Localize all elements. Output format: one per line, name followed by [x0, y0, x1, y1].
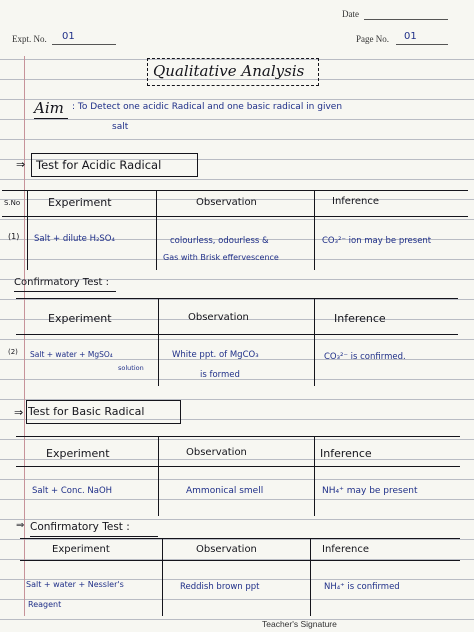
- basic-confirmatory-underline: [30, 536, 158, 537]
- acidic-table-header-bottom: [2, 216, 468, 217]
- basic-conf-header-bottom: [20, 560, 460, 561]
- basic-confirmatory-heading: Confirmatory Test :: [30, 521, 130, 533]
- basic-row-observation: Ammonical smell: [186, 486, 264, 496]
- acidic-conf-row-inference: CO₃²⁻ is confirmed.: [324, 352, 406, 362]
- arrow-icon-3: ⇒: [16, 520, 25, 531]
- basic-conf-header-experiment: Experiment: [52, 544, 110, 555]
- acidic-table-col3: [314, 190, 315, 270]
- acidic-confirmatory-heading: Confirmatory Test :: [14, 277, 110, 288]
- acidic-row-no: (1): [8, 232, 20, 241]
- basic-conf-row-inference: NH₄⁺ is confirmed: [324, 582, 400, 592]
- arrow-icon: ⇒: [16, 158, 26, 171]
- basic-table-top: [16, 436, 460, 437]
- basic-table-header-bottom: [16, 466, 460, 467]
- basic-header-observation: Observation: [186, 447, 247, 458]
- basic-conf-header-inference: Inference: [322, 544, 369, 555]
- acidic-row-experiment: Salt + dilute H₂SO₄: [34, 234, 115, 244]
- acidic-conf-row-observation-line2: is formed: [200, 370, 240, 380]
- acidic-conf-row-no: (2): [8, 348, 18, 356]
- arrow-icon-2: ⇒: [14, 406, 24, 419]
- basic-header-inference: Inference: [320, 447, 372, 460]
- expt-no-blank: [52, 44, 116, 45]
- basic-conf-header-observation: Observation: [196, 544, 257, 555]
- acidic-heading: Test for Acidic Radical: [36, 158, 162, 172]
- basic-conf-row-experiment-line1: Salt + water + Nessler's: [26, 580, 124, 589]
- acidic-conf-header-inference: Inference: [334, 312, 386, 325]
- acidic-header-inference: Inference: [332, 196, 379, 207]
- acidic-table-col1: [27, 190, 28, 270]
- expt-no-value: 01: [62, 31, 75, 42]
- acidic-conf-col3: [314, 298, 315, 386]
- acidic-conf-header-experiment: Experiment: [48, 312, 112, 325]
- basic-conf-row-experiment-line2: Reagent: [28, 600, 62, 609]
- acidic-header-experiment: Experiment: [48, 196, 112, 209]
- teacher-signature-label: Teacher's Signature: [262, 619, 337, 629]
- basic-conf-table-top: [20, 538, 460, 539]
- sno-header: S.No: [4, 199, 21, 207]
- acidic-row-observation-line1: colourless, odourless &: [170, 236, 269, 246]
- page-title: Qualitative Analysis: [153, 62, 305, 80]
- basic-heading: Test for Basic Radical: [28, 405, 145, 418]
- acidic-row-observation-line2: Gas with Brisk effervescence: [163, 253, 279, 262]
- date-blank: [364, 19, 448, 20]
- aim-label: Aim: [34, 99, 64, 117]
- page-margin-line: [24, 56, 25, 616]
- acidic-table-col2: [156, 190, 157, 270]
- acidic-confirmatory-underline: [14, 291, 116, 292]
- acidic-header-observation: Observation: [196, 197, 257, 208]
- basic-row-experiment: Salt + Conc. NaOH: [32, 486, 113, 496]
- acidic-conf-row-observation-line1: White ppt. of MgCO₃: [172, 350, 259, 360]
- acidic-row-inference: CO₃²⁻ ion may be present: [322, 236, 432, 246]
- basic-table-col2: [158, 436, 159, 516]
- acidic-conf-row-experiment-line1: Salt + water + MgSO₄: [30, 350, 113, 359]
- page-no-label: Page No.: [356, 34, 389, 44]
- acidic-conf-header-observation: Observation: [188, 312, 249, 323]
- aim-text-line1: : To Detect one acidic Radical and one basic radical in given: [72, 102, 343, 112]
- expt-no-label: Expt. No.: [12, 34, 47, 44]
- header-band: [0, 0, 474, 56]
- basic-conf-col2: [162, 538, 163, 616]
- acidic-conf-row-experiment-line2: solution: [118, 364, 144, 372]
- basic-conf-row-observation: Reddish brown ppt: [180, 582, 260, 592]
- acidic-conf-header-bottom: [16, 334, 458, 335]
- acidic-table-top: [2, 190, 468, 191]
- basic-header-experiment: Experiment: [46, 447, 110, 460]
- basic-row-inference: NH₄⁺ may be present: [322, 486, 418, 496]
- acidic-conf-table-top: [16, 298, 458, 299]
- date-label: Date: [342, 9, 359, 19]
- aim-underline: [34, 118, 68, 119]
- basic-table-col3: [314, 436, 315, 516]
- page-no-blank: [396, 44, 448, 45]
- acidic-conf-col2: [158, 298, 159, 386]
- page-no-value: 01: [404, 31, 417, 42]
- basic-conf-col3: [310, 538, 311, 616]
- aim-text-line2: salt: [112, 122, 129, 132]
